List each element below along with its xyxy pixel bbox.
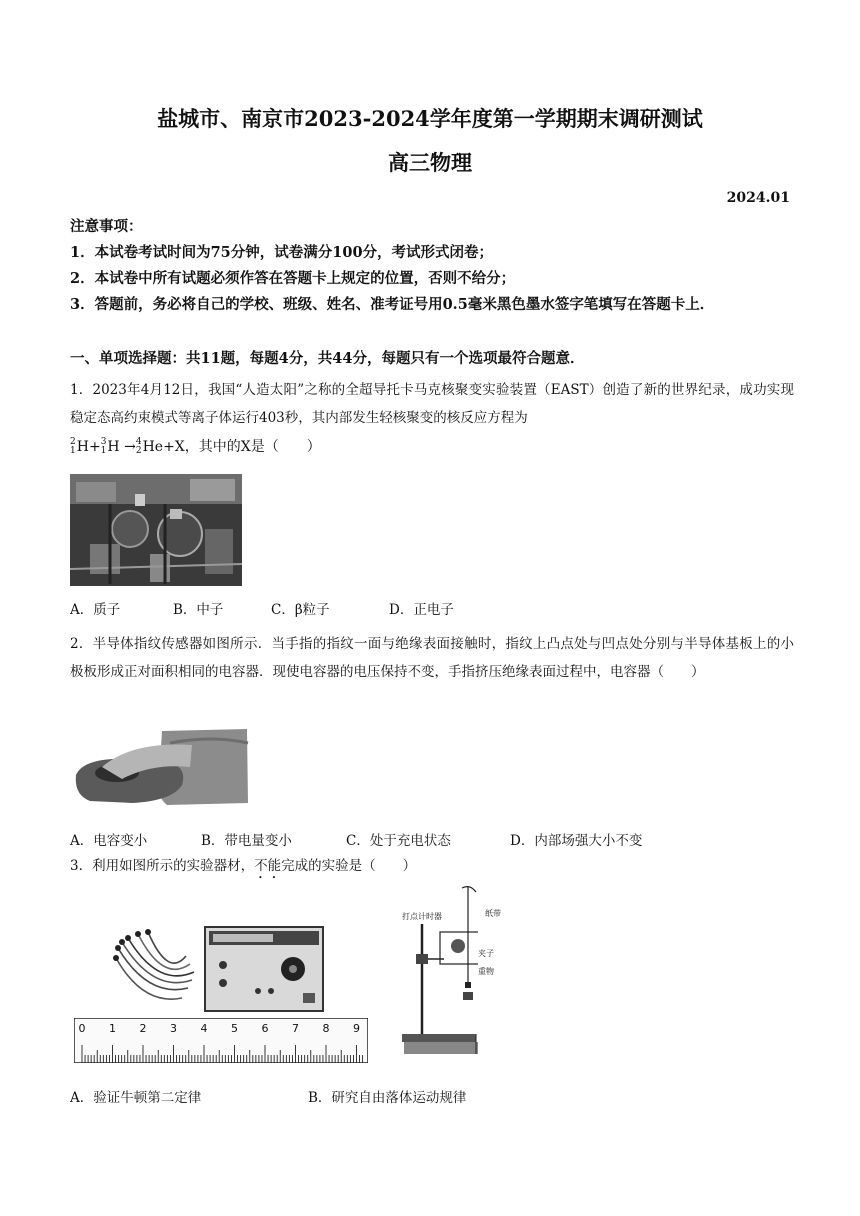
q3-option-b[interactable]: B．研究自由落体运动规律	[308, 1090, 467, 1106]
q2-option-d[interactable]: D．内部场强大小不变	[510, 833, 643, 849]
q3-option-a[interactable]: A．验证牛顿第二定律	[70, 1090, 202, 1106]
question-1-equation: 2 1H+3 1H →4 2He+X，其中的X是（ ）	[70, 437, 321, 456]
ruler-number: 1	[109, 1022, 116, 1035]
question-1-text: 1．2023年4月12日，我国“人造太阳”之称的全超导托卡马克核聚变实验装置（EAST）创造了新的世界纪录，成功实现稳定态高约束模式等离子体运行403秒，其内部发生轻核聚变的核反应方程为	[70, 382, 794, 426]
exam-title: 盐城市、南京市2023-2024学年度第一学期期末调研测试	[157, 106, 703, 131]
notice-item-3: 3．答题前，务必将自己的学校、班级、姓名、准考证号用0.5毫米黑色墨水签字笔填写在答题卡上．	[70, 296, 715, 313]
q2-option-a[interactable]: A．电容变小	[70, 833, 148, 849]
ruler-number: 8	[322, 1022, 330, 1035]
q1-option-d[interactable]: D．正电子	[389, 602, 454, 618]
ruler-number: 6	[261, 1022, 269, 1035]
ruler-number: 2	[139, 1022, 147, 1035]
ruler-number: 9	[353, 1022, 360, 1035]
ruler-number: 0	[78, 1022, 86, 1035]
exam-date: 2024.01	[726, 190, 790, 206]
q1-option-c[interactable]: C．β粒子	[271, 602, 330, 618]
notice-heading: 注意事项：	[70, 218, 143, 235]
ruler-number: 5	[231, 1022, 238, 1035]
q2-option-c[interactable]: C．处于充电状态	[346, 833, 451, 849]
question-2-options	[70, 829, 642, 849]
ruler-number: 7	[292, 1022, 299, 1035]
ruler-photo	[74, 1018, 368, 1063]
q2-option-b[interactable]: B．带电量变小	[201, 833, 292, 849]
question-3-options	[70, 1086, 466, 1106]
notice-item-1: 1．本试卷考试时间为75分钟，试卷满分100分，考试形式闭卷；	[70, 244, 494, 261]
free-fall-apparatus-diagram	[378, 884, 478, 1064]
notice-item-2: 2．本试卷中所有试题必须作答在答题卡上规定的位置，否则不给分；	[70, 270, 516, 287]
q1-option-a[interactable]: A．质子	[70, 602, 121, 618]
label-weight: 重物	[478, 967, 494, 976]
question-1-options	[70, 598, 454, 618]
question-3-text-post: 完成的实验是（ ）	[281, 858, 417, 874]
question-3-text-emphasis: 不能	[254, 858, 282, 874]
question-1-equation-tail: ，其中的X是（ ）	[184, 439, 321, 455]
ruler-number: 3	[170, 1022, 177, 1035]
power-supply-photo	[203, 925, 325, 1013]
label-timer: 打点计时器	[402, 912, 442, 921]
exam-subject: 高三物理	[388, 150, 472, 175]
label-paper-tape: 纸带	[485, 909, 501, 918]
question-3-text	[70, 852, 794, 882]
section-heading: 一、单项选择题：共11题，每题4分，共44分，每题只有一个选项最符合题意．	[70, 350, 585, 367]
label-clip: 夹子	[478, 949, 494, 958]
question-2-text: 2．半导体指纹传感器如图所示．当手指的指纹一面与绝缘表面接触时，指纹上凸点处与凹点处分别与半导体基板上的小极板形成正对面积相同的电容器．现使电容器的电压保持不变，手指挤压绝缘表面过程中，电容器（ ）	[70, 636, 794, 680]
ruler-number: 4	[200, 1022, 208, 1035]
q1-option-b[interactable]: B．中子	[173, 602, 224, 618]
question-3-text-pre: 3．利用如图所示的实验器材，	[70, 858, 255, 874]
tokamak-photo	[70, 474, 242, 586]
fingerprint-sensor-photo	[72, 723, 250, 809]
wire-leads-photo	[108, 928, 200, 1008]
